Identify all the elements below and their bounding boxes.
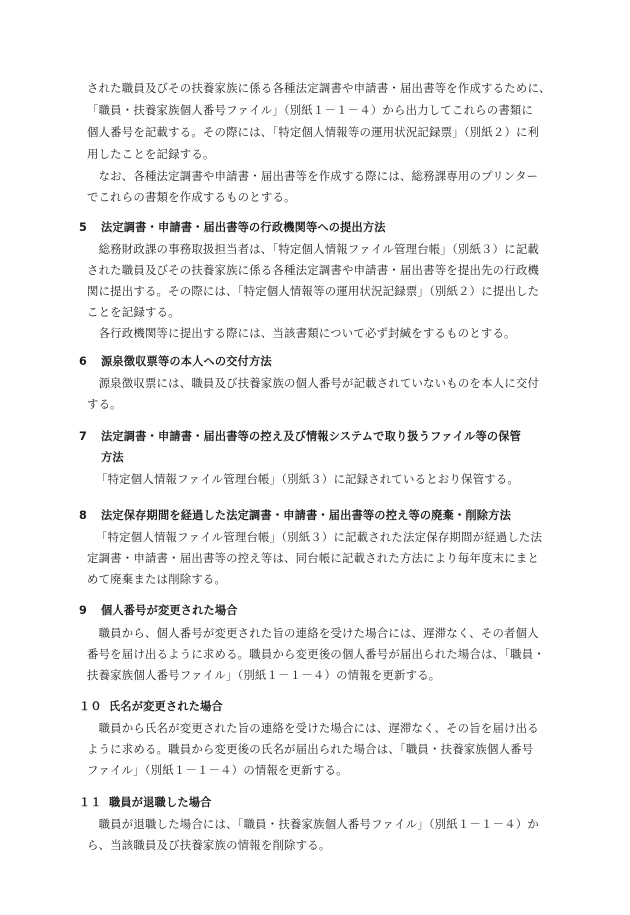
- section-number: １０: [79, 700, 102, 713]
- section-line: 関に提出する。その際には、「特定個人情報等の運用状況記録票」（別紙２）に提出した: [87, 284, 540, 298]
- section-title: 法定調書・申請書・届出書等の控え及び情報システムで取り扱うファイル等の保管: [101, 430, 521, 443]
- section-line: めて廃棄または削除する。: [87, 572, 227, 586]
- section-number: 9: [79, 604, 87, 617]
- section-title-continued: 方法: [101, 451, 124, 464]
- section-heading: [79, 505, 579, 527]
- section-line: 職員から氏名が変更された旨の連絡を受けた場合には、遅滞なく、その旨を届け出る: [87, 721, 539, 735]
- section-line: する。: [87, 397, 122, 411]
- section-title: 法定調書・申請書・届出書等の行政機関等への提出方法: [101, 221, 386, 234]
- section-number: 7: [79, 430, 87, 443]
- section-number: 5: [79, 221, 87, 234]
- section-line: 源泉徴収票には、職員及び扶養家族の個人番号が記載されていないものを本人に交付: [87, 376, 540, 390]
- section-number: 8: [79, 509, 87, 522]
- section-title: 氏名が変更された場合: [109, 700, 223, 713]
- section-line: ファイル」（別紙１－１－４）の情報を更新する。: [87, 763, 348, 777]
- intro-line: 「職員・扶養家族個人番号ファイル」（別紙１－１－４）から出力してこれらの書類に: [87, 103, 534, 117]
- section-line: 職員から、個人番号が変更された旨の連絡を受けた場合には、遅滞なく、その者個人: [87, 626, 539, 640]
- section-number: 6: [79, 355, 87, 368]
- section-line: 職員が退職した場合には、「職員・扶養家族個人番号ファイル」（別紙１－１－４）か: [87, 817, 539, 831]
- intro-line: でこれらの書類を作成するものとする。: [87, 190, 296, 204]
- section-line: 「特定個人情報ファイル管理台帳」（別紙３）に記録されているとおり保管する。: [96, 472, 519, 486]
- section-line: ことを記録する。: [87, 305, 180, 319]
- section-line: 番号を届け出るように求める。職員から変更後の個人番号が届出られた場合は、「職員・: [87, 647, 545, 661]
- section-line: 各行政機関等に提出する際には、当該書類について必ず封緘をするものとする。: [87, 326, 516, 340]
- section-line: 定調書・申請書・届出書等の控え等は、同台帳に記載された方法により毎年度末にまと: [87, 551, 540, 565]
- intro-line: 用したことを記録する。: [87, 147, 215, 161]
- intro-line: 個人番号を記載する。その際には、「特定個人情報等の運用状況記録票」（別紙２）に利: [87, 125, 540, 139]
- section-title: 法定保存期間を経過した法定調書・申請書・届出書等の控え等の廃棄・削除方法: [101, 509, 511, 522]
- intro-line: なお、各種法定調書や申請書・届出書等を作成する際には、総務課専用のプリンター: [87, 169, 539, 183]
- section-heading: [79, 600, 579, 622]
- section-line: ように求める。職員から変更後の氏名が届出られた場合は、「職員・扶養家族個人番号: [87, 742, 534, 756]
- section-line: された職員及びその扶養家族に係る各種法定調書や申請書・届出書等を提出先の行政機: [87, 263, 540, 277]
- section-line: 「特定個人情報ファイル管理台帳」（別紙３）に記載された法定保存期間が経過した法: [96, 530, 543, 544]
- section-title: 職員が退職した場合: [109, 796, 212, 809]
- section-line: 総務財政課の事務取扱担当者は、「特定個人情報ファイル管理台帳」（別紙３）に記載: [87, 242, 539, 256]
- section-line: 扶養家族個人番号ファイル」（別紙１－１－４）の情報を更新する。: [87, 668, 441, 682]
- section-heading: [79, 426, 579, 448]
- section-heading: [79, 696, 579, 718]
- intro-line: された職員及びその扶養家族に係る各種法定調書や申請書・届出書等を作成するために、: [87, 81, 551, 95]
- section-title: 個人番号が変更された場合: [101, 604, 238, 617]
- section-number: １１: [79, 796, 102, 809]
- section-heading: [79, 792, 579, 814]
- section-line: ら、当該職員及び扶養家族の情報を削除する。: [87, 838, 331, 852]
- section-title: 源泉徴収票等の本人への交付方法: [101, 355, 272, 368]
- section-heading: [79, 217, 579, 239]
- section-heading: [79, 351, 579, 373]
